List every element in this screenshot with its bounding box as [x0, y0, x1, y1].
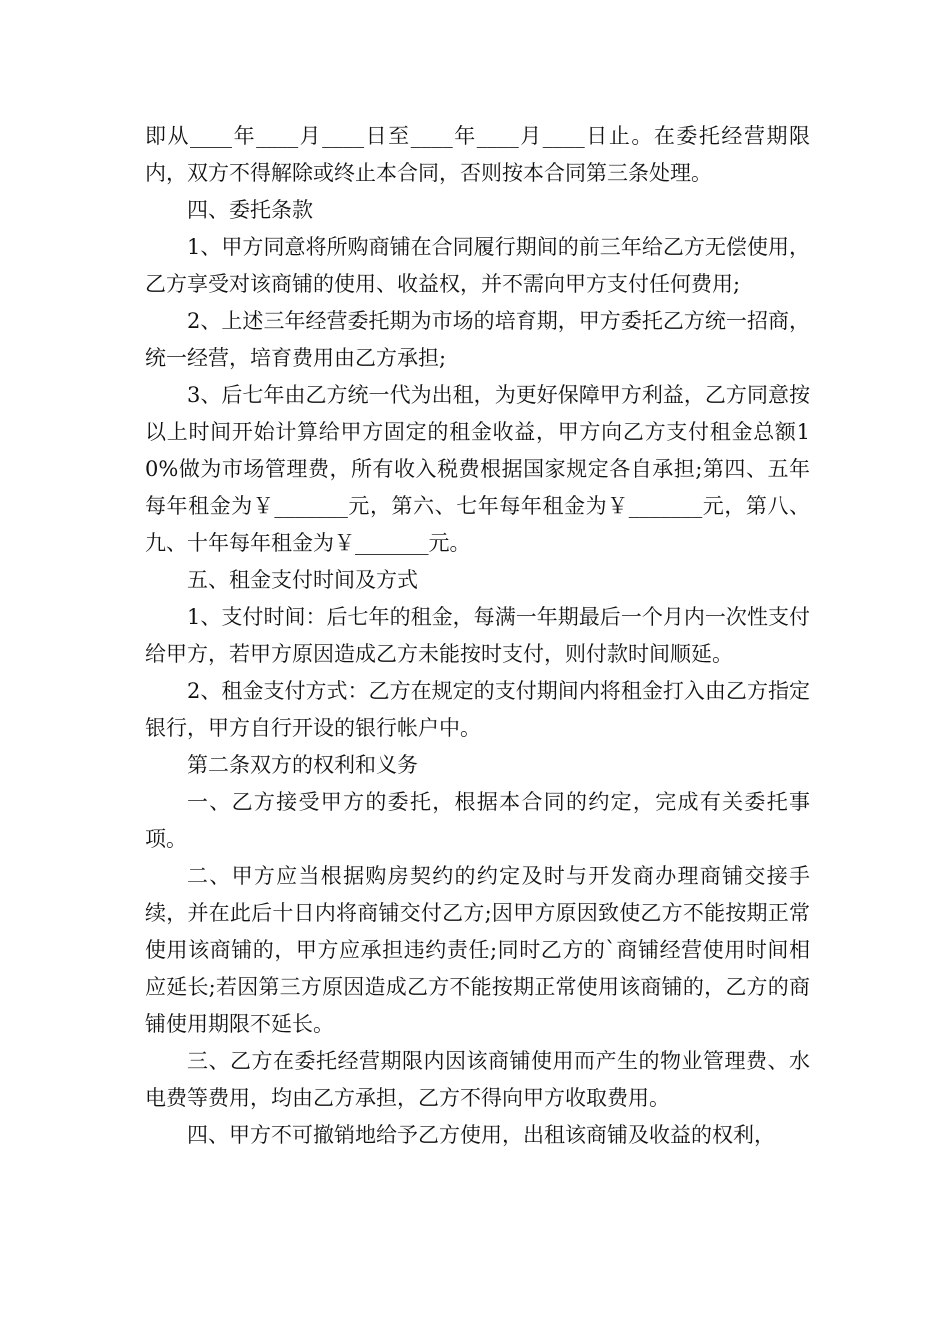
- clause-handover: 二、甲方应当根据购房契约的约定及时与开发商办理商铺交接手续，并在此后十日内将商铺交付乙方;因甲方原因致使乙方不能按期正常使用该商铺的，甲方应承担违约责任;同时乙方的`商铺经营使用时间相应延长;若因第三方原因造成乙方不能按期正常使用该商铺的，乙方的商铺使用期限不延长。: [145, 864, 810, 1036]
- paragraph-term-period: 即从____年____月____日至____年____月____日止。在委托经营期限内，双方不得解除或终止本合同，否则按本合同第三条处理。: [145, 124, 810, 185]
- heading-entrustment-terms: 四、委托条款: [187, 198, 313, 222]
- clause-payment-method: 2、租金支付方式：乙方在规定的支付期间内将租金打入由乙方指定银行，甲方自行开设的银行帐户中。: [145, 679, 810, 740]
- clause-cultivation-period: 2、上述三年经营委托期为市场的培育期，甲方委托乙方统一招商，统一经营，培育费用由乙方承担;: [145, 309, 810, 370]
- clause-rent-schedule: 3、后七年由乙方统一代为出租，为更好保障甲方利益，乙方同意按以上时间开始计算给甲方固定的租金收益，甲方向乙方支付租金总额10%做为市场管理费，所有收入税费根据国家规定各自承担;第四、五年每年租金为￥_______元，第六、七年每年租金为￥_______元，第八、九、十年每年租金为￥_______元。: [145, 383, 810, 555]
- clause-free-use: 1、甲方同意将所购商铺在合同履行期间的前三年给乙方无偿使用，乙方享受对该商铺的使用、收益权，并不需向甲方支付任何费用;: [145, 235, 810, 296]
- clause-accept-entrustment: 一、乙方接受甲方的委托，根据本合同的约定，完成有关委托事项。: [145, 790, 810, 851]
- heading-rights-obligations: 第二条双方的权利和义务: [187, 753, 418, 777]
- document-body: [145, 118, 810, 1154]
- clause-payment-time: 1、支付时间：后七年的租金，每满一年期最后一个月内一次性支付给甲方，若甲方原因造成乙方未能按时支付，则付款时间顺延。: [145, 605, 810, 666]
- clause-fees: 三、乙方在委托经营期限内因该商铺使用而产生的物业管理费、水电费等费用，均由乙方承担，乙方不得向甲方收取费用。: [145, 1049, 810, 1110]
- clause-irrevocable-rights: 四、甲方不可撤销地给予乙方使用，出租该商铺及收益的权利，: [187, 1123, 775, 1147]
- heading-rent-payment: 五、租金支付时间及方式: [187, 568, 418, 592]
